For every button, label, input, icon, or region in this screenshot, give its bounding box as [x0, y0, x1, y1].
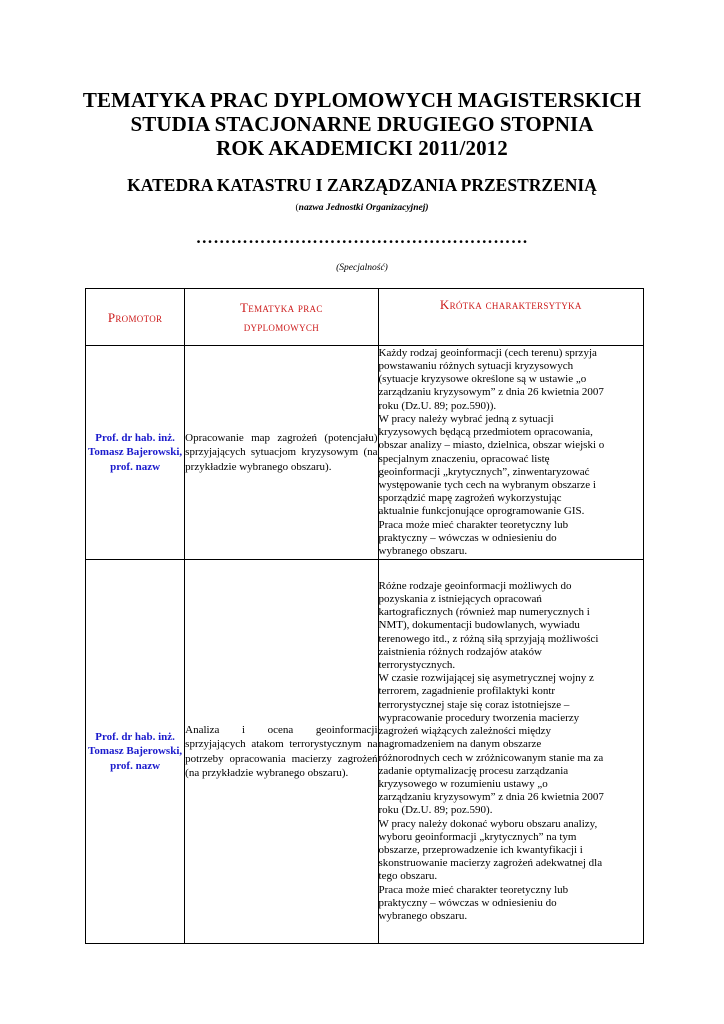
- description-line: aktualnie funkcjonujące oprogramowanie GIS.: [378, 505, 585, 518]
- description-line: terrorystycznych.: [378, 659, 456, 672]
- description-line: obszar analizy – miasto, dzielnica, obszar wiejski o: [378, 439, 605, 452]
- description-line: zarządzaniu kryzysowym” z dnia 26 kwietnia 2007: [378, 386, 604, 399]
- description-line: wyboru geoinformacji „krytycznych” na tym: [378, 830, 577, 843]
- thesis-topics-table: [85, 288, 644, 944]
- document-title-line-1: TEMATYKA PRAC DYPLOMOWYCH MAGISTERSKICH: [82, 88, 642, 112]
- specialization-note: (Specjalność): [336, 263, 388, 273]
- description-line: W pracy należy dokonać wyboru obszaru analizy,: [378, 817, 598, 830]
- description-line: Praca może mieć charakter teoretyczny lub: [378, 518, 569, 531]
- table-row: [86, 560, 644, 944]
- header-promotor-label: Promotor: [107, 309, 163, 325]
- description-line: zaistnienia różnych rodzajów ataków: [378, 645, 542, 658]
- description-line: terenowego itd., z różną siłą sprzyjają możliwości: [378, 632, 599, 645]
- promotor-cell: Prof. dr hab. inż. Tomasz Bajerowski, prof. nazw: [86, 560, 185, 944]
- description-line: powstawaniu różnych sytuacji kryzysowych: [378, 360, 574, 373]
- header-topic-line1: Tematyka prac: [240, 300, 323, 315]
- description-line: W czasie rozwijającej się asymetrycznej wojny z: [378, 672, 594, 685]
- description-line: różnorodnych cech w zróżnicowanym stanie ma za: [378, 751, 604, 764]
- description-line: kartograficznych (również map numerycznych i: [378, 606, 590, 619]
- description-line: występowanie tych cech na wybranym obszarze i: [378, 478, 596, 491]
- header-promotor: [86, 289, 185, 346]
- topic-cell: Analiza i ocena geoinformacji sprzyjających atakom terrorystycznym na potrzeby opracowania macierzy zagrożeń (na przykładzie wybranego obszaru).: [185, 560, 378, 944]
- description-line: praktyczny – wówczas w odniesieniu do: [378, 896, 557, 909]
- table-row: [86, 346, 644, 560]
- description-line: skonstruowanie macierzy zagrożeń adekwatnej dla: [378, 857, 603, 870]
- description-line: zarządzaniu kryzysowym” z dnia 26 kwietnia 2007: [378, 791, 604, 804]
- description-line: sporządzić mapę zagrożeń wykorzystując: [378, 492, 562, 505]
- description-line: praktyczny – wówczas w odniesieniu do: [378, 531, 557, 544]
- description-line: Każdy rodzaj geoinformacji (cech terenu) sprzyja: [378, 346, 597, 359]
- description-line: kryzysowych będącą przedmiotem opracowania,: [378, 426, 593, 439]
- header-topic: [185, 289, 378, 346]
- unit-note-text: nazwa Jednostki Organizacyjnej): [298, 203, 429, 213]
- description-line: wypracowanie procedury tworzenia macierzy: [378, 711, 580, 724]
- description-line: obszarze, przeprowadzenie ich kwantyfikacji i: [378, 843, 583, 856]
- promotor-cell: Prof. dr hab. inż. Tomasz Bajerowski, prof. nazw: [86, 346, 185, 560]
- description-line: nagromadzeniem na danym obszarze: [378, 738, 542, 751]
- description-line: geoinformacji „krytycznych”, zinwentaryzować: [378, 465, 590, 478]
- description-line: W pracy należy wybrać jedną z sytuacji: [378, 412, 554, 425]
- unit-note: [0, 202, 724, 214]
- description-line: roku (Dz.U. 89; poz.590)).: [378, 399, 497, 412]
- specialization-placeholder-dots: …………………………………………………: [195, 228, 529, 247]
- unit-note-paren: (: [295, 203, 299, 213]
- description-line: Różne rodzaje geoinformacji możliwych do: [378, 579, 572, 592]
- description-line: specjalnym znaczeniu, opracować listę: [378, 452, 550, 465]
- description-cell: [378, 346, 643, 560]
- description-line: zadanie optymalizację procesu zarządzania: [378, 764, 569, 777]
- description-line: (sytuacje kryzysowe określone są w ustawie „o: [378, 373, 587, 386]
- document-title-line-3: ROK AKADEMICKI 2011/2012: [216, 136, 508, 160]
- header-topic-line2: dyplomowych: [243, 319, 319, 334]
- description-line: terrorem, zagadnienie profilaktyki kontr: [378, 685, 556, 698]
- description-line: NMT), dokumentacji budowlanych, wywiadu: [378, 619, 580, 632]
- description-line: roku (Dz.U. 89; poz.590).: [378, 804, 493, 817]
- description-line: Praca może mieć charakter teoretyczny lub: [378, 883, 569, 896]
- table-header-row: [86, 289, 644, 346]
- description-line: zagrożeń wiążących zależności między: [378, 725, 552, 738]
- description-cell: [378, 560, 643, 944]
- description-line: wybranego obszaru.: [378, 909, 468, 922]
- description-line: wybranego obszaru.: [378, 544, 468, 557]
- description-line: kryzysowego w rozumieniu ustawy „o: [378, 777, 548, 790]
- topic-cell: Opracowanie map zagrożeń (potencjału) sprzyjających sytuacjom kryzysowym (na przykładzie wybranego obszaru).: [185, 346, 378, 560]
- document-title-line-2: STUDIA STACJONARNE DRUGIEGO STOPNIA: [130, 112, 594, 136]
- description-line: terrorystycznej staje się coraz istotniejsze –: [378, 698, 570, 711]
- description-line: tego obszaru.: [378, 870, 438, 883]
- header-description: [378, 289, 643, 346]
- header-description-label: Krótka charaktersytyka: [439, 297, 582, 312]
- description-line: pozyskania z istniejących opracowań: [378, 593, 542, 606]
- department-name: KATEDRA KATASTRU I ZARZĄDZANIA PRZESTRZENIĄ: [127, 175, 597, 195]
